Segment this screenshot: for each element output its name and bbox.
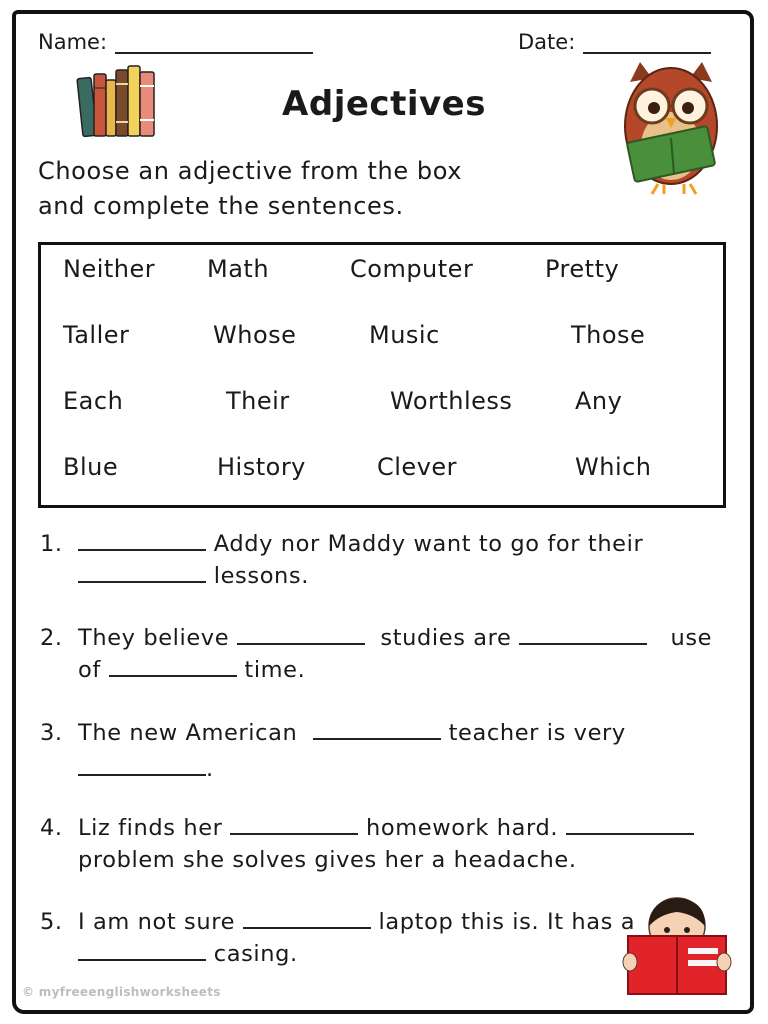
answer-blank[interactable] <box>566 813 694 835</box>
question-text: They believe <box>78 625 237 651</box>
question-number: 3. <box>40 720 63 746</box>
question-text: I am not sure <box>78 909 243 935</box>
name-label: Name: <box>38 30 108 54</box>
date-blank[interactable] <box>583 30 711 54</box>
answer-blank[interactable] <box>109 655 237 677</box>
question-text: Liz finds her <box>78 815 231 841</box>
answer-blank[interactable] <box>78 561 206 583</box>
question-text: problem she solves gives her a headache. <box>78 847 577 873</box>
word-option: Pretty <box>545 255 620 283</box>
owl-reading-icon <box>616 56 726 198</box>
watermark: © myfreeenglishworksheets <box>22 985 221 999</box>
question-text: laptop this is. It has a <box>370 909 636 935</box>
question-text: Addy nor Maddy want to go for their <box>206 531 644 557</box>
date-label: Date: <box>518 30 576 54</box>
instructions-line-1: Choose an adjective from the box <box>38 157 463 185</box>
word-box <box>38 242 726 508</box>
question-text: of <box>78 657 109 683</box>
question-number: 1. <box>40 531 63 557</box>
question-text: lessons. <box>206 563 309 589</box>
instructions-line-2: and complete the sentences. <box>38 192 404 220</box>
name-blank[interactable] <box>115 30 313 54</box>
question-4 <box>40 812 720 876</box>
answer-blank[interactable] <box>237 623 365 645</box>
word-option: Worthless <box>390 387 513 415</box>
question-5 <box>40 906 720 970</box>
answer-blank[interactable] <box>313 718 441 740</box>
word-option: Whose <box>213 321 297 349</box>
word-option: Music <box>369 321 440 349</box>
word-option: Which <box>575 453 652 481</box>
child-reading-icon <box>622 896 732 996</box>
word-option: Each <box>63 387 124 415</box>
word-option: Clever <box>377 453 458 481</box>
answer-blank[interactable] <box>78 939 206 961</box>
question-number: 4. <box>40 815 63 841</box>
question-text: use <box>662 625 713 651</box>
word-option: History <box>217 453 306 481</box>
answer-blank[interactable] <box>78 754 206 776</box>
page-title: Adjectives <box>282 84 486 124</box>
name-field[interactable] <box>38 30 313 54</box>
question-3 <box>40 717 720 781</box>
question-2 <box>40 622 720 686</box>
answer-blank[interactable] <box>243 907 371 929</box>
question-text: casing. <box>206 941 298 967</box>
answer-blank[interactable] <box>78 529 206 551</box>
question-text: teacher is very <box>440 720 626 746</box>
question-text: homework hard. <box>358 815 566 841</box>
word-option: Any <box>575 387 623 415</box>
question-text: time. <box>236 657 306 683</box>
question-number: 5. <box>40 909 63 935</box>
date-field[interactable] <box>518 30 711 54</box>
question-text: studies are <box>372 625 520 651</box>
question-number: 2. <box>40 625 63 651</box>
word-option: Their <box>226 387 290 415</box>
word-option: Computer <box>350 255 474 283</box>
instructions <box>38 154 462 224</box>
question-text: . <box>206 756 214 782</box>
question-text: The new American <box>78 720 306 746</box>
question-1 <box>40 528 720 592</box>
answer-blank[interactable] <box>230 813 358 835</box>
word-option: Math <box>207 255 270 283</box>
word-option: Blue <box>63 453 119 481</box>
word-option: Taller <box>63 321 130 349</box>
answer-blank[interactable] <box>519 623 647 645</box>
word-option: Neither <box>63 255 156 283</box>
word-option: Those <box>571 321 646 349</box>
